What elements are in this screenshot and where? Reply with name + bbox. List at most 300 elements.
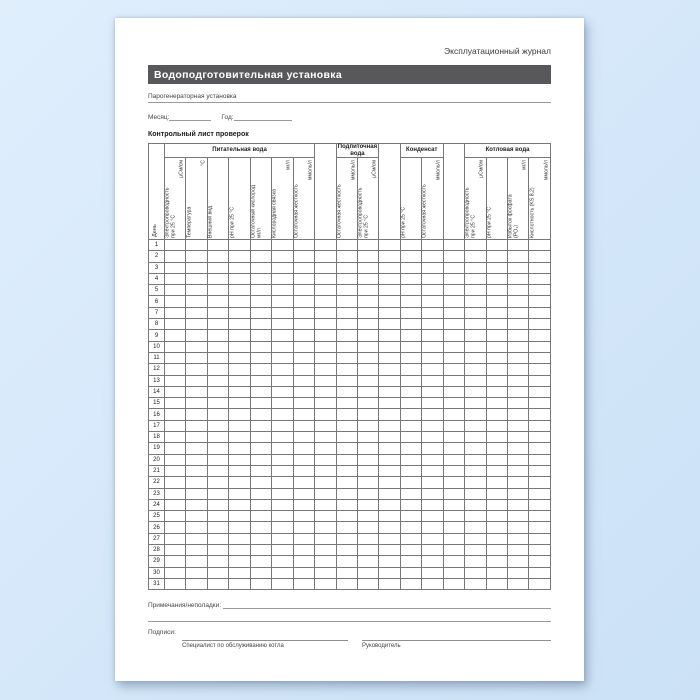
measurement-cell [465,364,486,375]
measurement-cell [250,375,271,386]
measurement-cell [229,488,250,499]
measurement-cell [315,386,336,397]
measurement-cell [165,307,186,318]
measurement-cell [486,454,507,465]
measurement-cell [336,364,357,375]
measurement-cell [272,488,293,499]
measurement-cell [186,578,207,589]
measurement-cell [250,432,271,443]
measurement-cell [443,465,464,476]
measurement-cell [486,578,507,589]
measurement-cell [272,567,293,578]
day-number-cell: 5 [149,285,165,296]
measurement-cell [165,330,186,341]
measurement-cell [443,488,464,499]
day-row [149,578,551,589]
parameter-column-header [422,158,443,240]
measurement-cell [357,432,378,443]
measurement-cell [229,409,250,420]
parameter-name: Остаточная жесткость [336,183,343,238]
measurement-cell [529,522,551,533]
measurement-cell [186,364,207,375]
measurement-cell [379,319,400,330]
measurement-cell [272,251,293,262]
measurement-cell [357,511,378,522]
measurement-cell [422,398,443,409]
journal-type-label: Эксплуатационный журнал [444,46,551,56]
measurement-cell [293,545,314,556]
measurement-cell [207,556,228,567]
measurement-cell [422,545,443,556]
measurement-cell [357,296,378,307]
measurement-cell [315,273,336,284]
measurement-cell [293,386,314,397]
day-number-cell: 19 [149,443,165,454]
parameter-column-header [272,158,293,240]
measurement-cell [186,352,207,363]
document-title-bar [148,65,551,84]
measurement-cell [186,240,207,251]
measurement-cell [422,341,443,352]
measurement-cell [486,533,507,544]
measurement-cell [336,352,357,363]
measurement-cell [486,443,507,454]
measurement-cell [379,352,400,363]
measurement-cell [443,454,464,465]
day-number-cell: 2 [149,251,165,262]
measurement-cell [336,533,357,544]
measurement-cell [229,499,250,510]
parameter-name: Кислородная связка [271,188,278,238]
measurement-cell [250,578,271,589]
measurement-cell [165,578,186,589]
notes-blank-line-1 [223,601,551,609]
measurement-cell [443,567,464,578]
measurement-cell [357,545,378,556]
measurement-cell [315,477,336,488]
measurement-cell [529,240,551,251]
measurement-cell [272,319,293,330]
measurement-cell [229,567,250,578]
measurement-cell [400,398,421,409]
measurement-cell [272,522,293,533]
measurement-cell [400,420,421,431]
measurement-cell [165,545,186,556]
measurement-cell [272,352,293,363]
measurement-cell [207,499,228,510]
measurement-cell [272,578,293,589]
measurement-cell [379,398,400,409]
parameter-column-header [508,158,529,240]
measurement-cell [229,556,250,567]
measurement-cell [250,386,271,397]
day-number-cell: 26 [149,522,165,533]
measurement-cell [207,477,228,488]
measurement-cell [293,341,314,352]
measurement-cell [529,477,551,488]
measurement-cell [529,364,551,375]
measurement-cell [508,556,529,567]
measurement-cell [400,533,421,544]
measurement-cell [207,352,228,363]
measurement-cell [465,488,486,499]
measurement-cell [272,409,293,420]
measurement-cell [422,330,443,341]
measurement-cell [250,251,271,262]
parameter-column-header [400,158,421,240]
measurement-cell [529,409,551,420]
measurement-cell [186,443,207,454]
day-number-cell: 20 [149,454,165,465]
measurement-cell [229,522,250,533]
measurement-cell [165,352,186,363]
measurement-cell [529,420,551,431]
measurement-cell [422,522,443,533]
day-row [149,477,551,488]
measurement-cell [336,578,357,589]
measurement-cell [465,454,486,465]
day-row [149,285,551,296]
measurement-cell [379,251,400,262]
measurement-cell [508,285,529,296]
measurement-cell [229,307,250,318]
notes-blank-line-2 [148,609,551,622]
measurement-cell [486,432,507,443]
measurement-cell [508,341,529,352]
measurement-cell [357,375,378,386]
measurement-cell [486,307,507,318]
measurement-cell [486,364,507,375]
parameter-column-header [486,158,507,240]
measurement-cell [336,545,357,556]
measurement-cell [508,273,529,284]
measurement-cell [336,522,357,533]
measurement-cell [186,533,207,544]
parameter-unit: ммоль/л [435,159,442,180]
measurement-cell [272,341,293,352]
measurement-cell [315,443,336,454]
measurement-cell [165,364,186,375]
measurement-cell [336,296,357,307]
measurement-cell [336,477,357,488]
day-number-cell: 15 [149,398,165,409]
day-row [149,409,551,420]
parameter-column-header [465,158,486,240]
measurement-cell [293,375,314,386]
measurement-cell [486,251,507,262]
day-number-cell: 7 [149,307,165,318]
day-row [149,567,551,578]
measurement-cell [336,499,357,510]
measurement-cell [315,432,336,443]
measurement-cell [293,578,314,589]
measurement-cell [422,409,443,420]
measurement-cell [529,499,551,510]
measurement-cell [186,251,207,262]
measurement-cell [186,477,207,488]
measurement-cell [186,522,207,533]
measurement-cell [207,319,228,330]
measurement-cell [357,330,378,341]
measurement-cell [315,319,336,330]
water-group-header: Конденсат [400,144,443,158]
measurement-cell [357,307,378,318]
measurement-cell [400,375,421,386]
measurement-cell [186,341,207,352]
day-number-cell: 24 [149,499,165,510]
measurement-cell [379,307,400,318]
measurement-cell [400,307,421,318]
day-row [149,319,551,330]
measurement-cell [336,465,357,476]
measurement-cell [165,420,186,431]
day-number-cell: 28 [149,545,165,556]
measurement-cell [293,499,314,510]
measurement-cell [508,398,529,409]
measurement-cell [357,477,378,488]
measurement-cell [379,567,400,578]
measurement-cell [357,285,378,296]
measurement-cell [293,319,314,330]
measurement-cell [250,454,271,465]
measurement-cell [486,556,507,567]
measurement-cell [315,556,336,567]
measurement-cell [400,522,421,533]
measurement-cell [207,240,228,251]
measurement-cell [186,330,207,341]
measurement-cell [379,409,400,420]
spacer-column [443,144,464,240]
day-row [149,341,551,352]
water-group-header: Питательная вода [165,144,315,158]
measurement-cell [465,341,486,352]
measurement-cell [186,386,207,397]
parameter-name: Внешний вид [207,205,214,238]
measurement-cell [186,499,207,510]
measurement-cell [486,545,507,556]
measurement-cell [443,432,464,443]
measurement-cell [165,285,186,296]
measurement-cell [229,273,250,284]
day-row [149,296,551,307]
measurement-cell [272,443,293,454]
checklist-table [148,143,551,590]
measurement-cell [293,477,314,488]
measurement-cell [508,488,529,499]
water-group-header: Котловая вода [465,144,551,158]
day-number-cell: 22 [149,477,165,488]
day-number-cell: 27 [149,533,165,544]
measurement-cell [207,511,228,522]
measurement-cell [207,522,228,533]
measurement-cell [272,398,293,409]
signatures-label: Подписи: [148,629,176,637]
measurement-cell [400,341,421,352]
measurement-cell [165,251,186,262]
measurement-cell [422,364,443,375]
measurement-cell [250,319,271,330]
day-number-cell: 25 [149,511,165,522]
measurement-cell [272,307,293,318]
measurement-cell [272,556,293,567]
parameter-unit: °C [200,159,207,166]
measurement-cell [229,341,250,352]
measurement-cell [465,398,486,409]
measurement-cell [336,375,357,386]
measurement-cell [336,262,357,273]
measurement-cell [250,522,271,533]
measurement-cell [250,556,271,567]
day-row [149,273,551,284]
measurement-cell [443,330,464,341]
measurement-cell [315,330,336,341]
signature-block-manager [362,638,551,649]
measurement-cell [443,522,464,533]
measurement-cell [250,409,271,420]
measurement-cell [250,330,271,341]
measurement-cell [272,477,293,488]
measurement-cell [272,273,293,284]
measurement-cell [400,319,421,330]
measurement-cell [186,285,207,296]
measurement-cell [293,454,314,465]
parameter-name: pH при 25 °C [400,206,407,238]
measurement-cell [400,330,421,341]
measurement-cell [465,375,486,386]
measurement-cell [272,454,293,465]
measurement-cell [422,567,443,578]
measurement-cell [293,364,314,375]
measurement-cell [508,296,529,307]
measurement-cell [486,262,507,273]
measurement-cell [443,364,464,375]
measurement-cell [357,443,378,454]
measurement-cell [379,330,400,341]
measurement-cell [229,511,250,522]
measurement-cell [315,420,336,431]
day-row [149,465,551,476]
water-group-header: Подпиточная вода [337,144,378,157]
measurement-cell [250,341,271,352]
measurement-cell [422,420,443,431]
parameter-column-header [165,158,186,240]
measurement-cell [529,296,551,307]
measurement-cell [250,511,271,522]
measurement-cell [379,499,400,510]
measurement-cell [465,319,486,330]
spacer-column [379,144,400,240]
measurement-cell [250,420,271,431]
measurement-cell [293,240,314,251]
measurement-cell [379,364,400,375]
measurement-cell [272,420,293,431]
measurement-cell [186,420,207,431]
parameter-name: Избыток фосфата (PO₄) [507,193,520,238]
measurement-cell [465,477,486,488]
measurement-cell [529,307,551,318]
measurement-cell [229,251,250,262]
measurement-cell [250,443,271,454]
measurement-cell [400,443,421,454]
measurement-cell [293,251,314,262]
measurement-cell [165,488,186,499]
measurement-cell [293,533,314,544]
measurement-cell [465,307,486,318]
measurement-cell [293,409,314,420]
measurement-cell [229,296,250,307]
measurement-cell [529,341,551,352]
measurement-cell [250,273,271,284]
measurement-cell [422,477,443,488]
measurement-cell [207,567,228,578]
parameter-unit: µСм/см [371,159,378,178]
measurement-cell [165,398,186,409]
measurement-cell [357,364,378,375]
measurement-cell [465,499,486,510]
day-number-cell: 29 [149,556,165,567]
measurement-cell [422,511,443,522]
measurement-cell [186,432,207,443]
measurement-cell [379,443,400,454]
measurement-cell [508,375,529,386]
day-row [149,432,551,443]
measurement-cell [336,488,357,499]
parameter-name: Электропроводность при 25 °C [464,187,477,238]
measurement-cell [400,240,421,251]
measurement-cell [422,556,443,567]
measurement-cell [207,273,228,284]
measurement-cell [379,556,400,567]
measurement-cell [315,465,336,476]
measurement-cell [422,251,443,262]
parameter-name: Кислотность (KS 8,2) [529,186,536,238]
measurement-cell [272,465,293,476]
measurement-cell [400,465,421,476]
measurement-cell [250,262,271,273]
measurement-cell [207,454,228,465]
day-row [149,443,551,454]
measurement-cell [529,330,551,341]
journal-page [115,18,584,681]
measurement-cell [272,386,293,397]
day-row [149,545,551,556]
measurement-cell [165,465,186,476]
day-number-cell: 11 [149,352,165,363]
measurement-cell [508,443,529,454]
measurement-cell [165,375,186,386]
measurement-cell [315,364,336,375]
measurement-cell [315,499,336,510]
measurement-cell [336,398,357,409]
measurement-cell [508,511,529,522]
day-row [149,386,551,397]
measurement-cell [529,567,551,578]
measurement-cell [186,454,207,465]
day-row [149,262,551,273]
measurement-cell [400,477,421,488]
measurement-cell [486,341,507,352]
measurement-cell [272,296,293,307]
measurement-cell [422,375,443,386]
measurement-cell [465,262,486,273]
parameter-name: Электропроводность при 25 °C [164,187,177,238]
measurement-cell [400,352,421,363]
plant-name-field [148,93,551,103]
measurement-cell [357,273,378,284]
measurement-cell [465,296,486,307]
measurement-cell [357,420,378,431]
measurement-cell [293,567,314,578]
